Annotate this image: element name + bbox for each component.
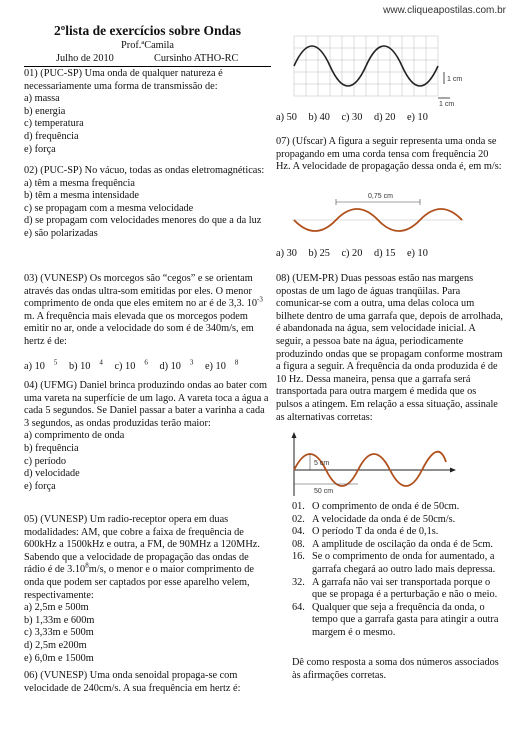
question-02-text: 02) (PUC-SP) No vácuo, todas as ondas eletromagnéticas: [24, 165, 265, 176]
question-05-text [24, 514, 271, 602]
question-01 [24, 68, 271, 156]
header-date: Julho de 2010 [56, 53, 114, 64]
list-item: 04. O período T da onda é de 0,1s. [292, 526, 439, 538]
fig-label-amplitude: 5 cm [314, 460, 330, 467]
question-01-options [24, 93, 271, 156]
option: d) velocidade [24, 468, 80, 480]
question-06 [24, 670, 271, 695]
question-06-text: 06) (VUNESP) Uma onda senoidal propaga-se com velocidade de 240cm/s. A sua frequência em hertz é: [24, 670, 241, 694]
list-item: 32. A garrafa não vai ser transportada porque o que se propaga é a perturbação e não o meio. [292, 576, 498, 601]
option: e) 10 $^8$ [204, 358, 239, 372]
question-07 [276, 136, 503, 174]
option: b) energia [24, 105, 66, 117]
site-url[interactable]: www.cliqueapostilas.com.br [383, 5, 506, 16]
question-08-list [292, 501, 503, 640]
exponent: -3 [257, 295, 263, 304]
option: b) 25 [308, 248, 330, 259]
header-divider [24, 66, 271, 67]
option: c) período [24, 455, 67, 467]
professor-name: Prof.ªCamila [121, 40, 174, 51]
question-06-figure [284, 32, 472, 108]
option: b) 1,33m e 600m [24, 614, 95, 626]
option: a) massa [24, 93, 60, 105]
option: a) têm a mesma frequência [24, 177, 135, 189]
text-part: m/s, o menor e o maior comprimento de onda que podem ser captados por esse aparelho velem, respectivamente: [24, 564, 254, 601]
option: c) 3,33m e 500m [24, 627, 94, 639]
question-03 [24, 273, 271, 373]
question-03-options [24, 358, 271, 374]
list-item: 64. Qualquer que seja a frequência da onda, o tempo que a garrafa gasta para atingir a outra margem é o mesmo. [292, 601, 499, 638]
option: b) têm a mesma intensidade [24, 190, 139, 202]
option: e) 6,0m e 1500m [24, 652, 94, 664]
option: a) 2,5m e 500m [24, 602, 89, 614]
fig-label-vertical: 1 cm [447, 76, 463, 83]
option: e) 10 [406, 248, 428, 259]
question-07-figure [288, 188, 468, 244]
question-08-figure [288, 432, 458, 498]
question-01-text: 01) (PUC-SP) Uma onda de qualquer natureza é necessariamente uma forma de transmissão de: [24, 68, 223, 92]
question-08-text: 08) (UEM-PR) Duas pessoas estão nas margens opostas de um lago de águas tranqüilas. Para comunicar-se com a outra, uma delas coloca um bilhete dentro de uma garrafa que, depois de arrolhada, é abandonada na água, sem velocidade inicial. A seguir, a pessoa bate na água, periodicamente produzindo ondas que se propagam conforme mostram a figura a seguir. A frequência da onda produzida é de 10 Hz. Dessa maneira, pensa que a garrafa será transportada para outra margem é medida que os pulsos a atingem. Em relação a essa situação, assinale as alternativas corretas: [276, 273, 504, 423]
list-item: 01. O comprimento de onda é de 50cm. [292, 501, 460, 512]
option: d) 2,5m e200m [24, 639, 87, 651]
question-08-footer: Dê como resposta a soma dos números associados às afirmações corretas. [292, 657, 499, 681]
question-08-items [292, 501, 503, 640]
option: c) 30 [341, 112, 363, 123]
y-axis-arrow [292, 432, 297, 438]
question-07-options [276, 248, 503, 261]
question-07-text: 07) (Ufscar) A figura a seguir representa uma onda se propagando em uma corda tensa com frequência 20 Hz. A velocidade de propagação dessa onda é, em m/s: [276, 136, 502, 173]
option: a) 30 [276, 248, 297, 259]
x-axis-arrow [450, 468, 456, 473]
question-04 [24, 380, 271, 493]
list-item: 16. Se o comprimento de onda for aumentado, a garrafa chegará ao outro lado mais depressa. [292, 551, 496, 575]
question-03-text [24, 273, 271, 349]
question-06-options [276, 112, 503, 125]
question-04-text: 04) (UFMG) Daniel brinca produzindo ondas ao bater com uma vareta na superfície de um lago. A vareta toca a água a cada 5 segundos. Se Daniel passar a bater a varinha a cada 3 segundos, as ondas produzidas terão maior: [24, 380, 269, 429]
option: b) 40 [308, 112, 330, 123]
question-02 [24, 165, 271, 241]
text-part: 03) (VUNESP) Os morcegos são “cegos” e se orientam através das ondas ultra-som emitidas por eles. O menor comprimento de onda que eles emitem no ar é de 3,3. 10 [24, 273, 258, 310]
option: e) 10 [406, 112, 428, 123]
fig-label-wavelength: 50 cm [314, 488, 334, 495]
text-part: m. A frequência mais elevada que os morcegos podem emitir no ar, onde a velocidade do som é de 340m/s, em hertz é de: [24, 310, 254, 347]
fig-label-horizontal: 1 cm [439, 101, 455, 108]
option: d) 20 [373, 112, 396, 123]
option: d) 15 [373, 248, 396, 259]
option: d) 10 $^3$ [159, 358, 194, 372]
option: c) 20 [341, 248, 363, 259]
question-02-options [24, 178, 271, 241]
wave-curve [294, 452, 446, 486]
list-item: 02. A velocidade da onda é de 50cm/s. [292, 513, 456, 525]
exponent: 8 [85, 561, 89, 570]
list-item: 08. A amplitude de oscilação da onda é de 5cm. [292, 538, 493, 550]
question-05-options [24, 602, 271, 665]
question-05 [24, 514, 271, 665]
option: d) frequência [24, 130, 79, 142]
option: c) temperatura [24, 118, 84, 130]
option: b) frequência [24, 442, 79, 454]
question-08 [276, 273, 503, 424]
option: e) força [24, 480, 56, 492]
option: c) 10 $^6$ [114, 358, 148, 372]
header-course: Cursinho ATHO-RC [154, 53, 239, 64]
question-04-options [24, 430, 271, 493]
fig-label-length: 0,75 cm [368, 193, 393, 200]
option: a) comprimento de onda [24, 430, 125, 442]
text-part: 05) (VUNESP) Um radio-receptor opera em duas modalidades: AM, que cobre a faixa de frequência de 600kHz a 1500kHz e outra, a FM, de 90MHz a 120MHz. Sabendo que a velocidade de propagação das ondas de rádio é de 3.10 [24, 514, 260, 576]
option: a) 50 [276, 112, 297, 123]
option: b) 10 $^4$ [68, 358, 103, 372]
option: c) se propagam com a mesma velocidade [24, 202, 194, 214]
option: d) se propagam com velocidades menores do que a da luz [24, 215, 262, 227]
option: a) 10 $^5$ [24, 358, 58, 372]
option: e) força [24, 143, 56, 155]
option: e) são polarizadas [24, 227, 98, 239]
page-title: 2ºlista de exercícios sobre Ondas [54, 23, 241, 38]
